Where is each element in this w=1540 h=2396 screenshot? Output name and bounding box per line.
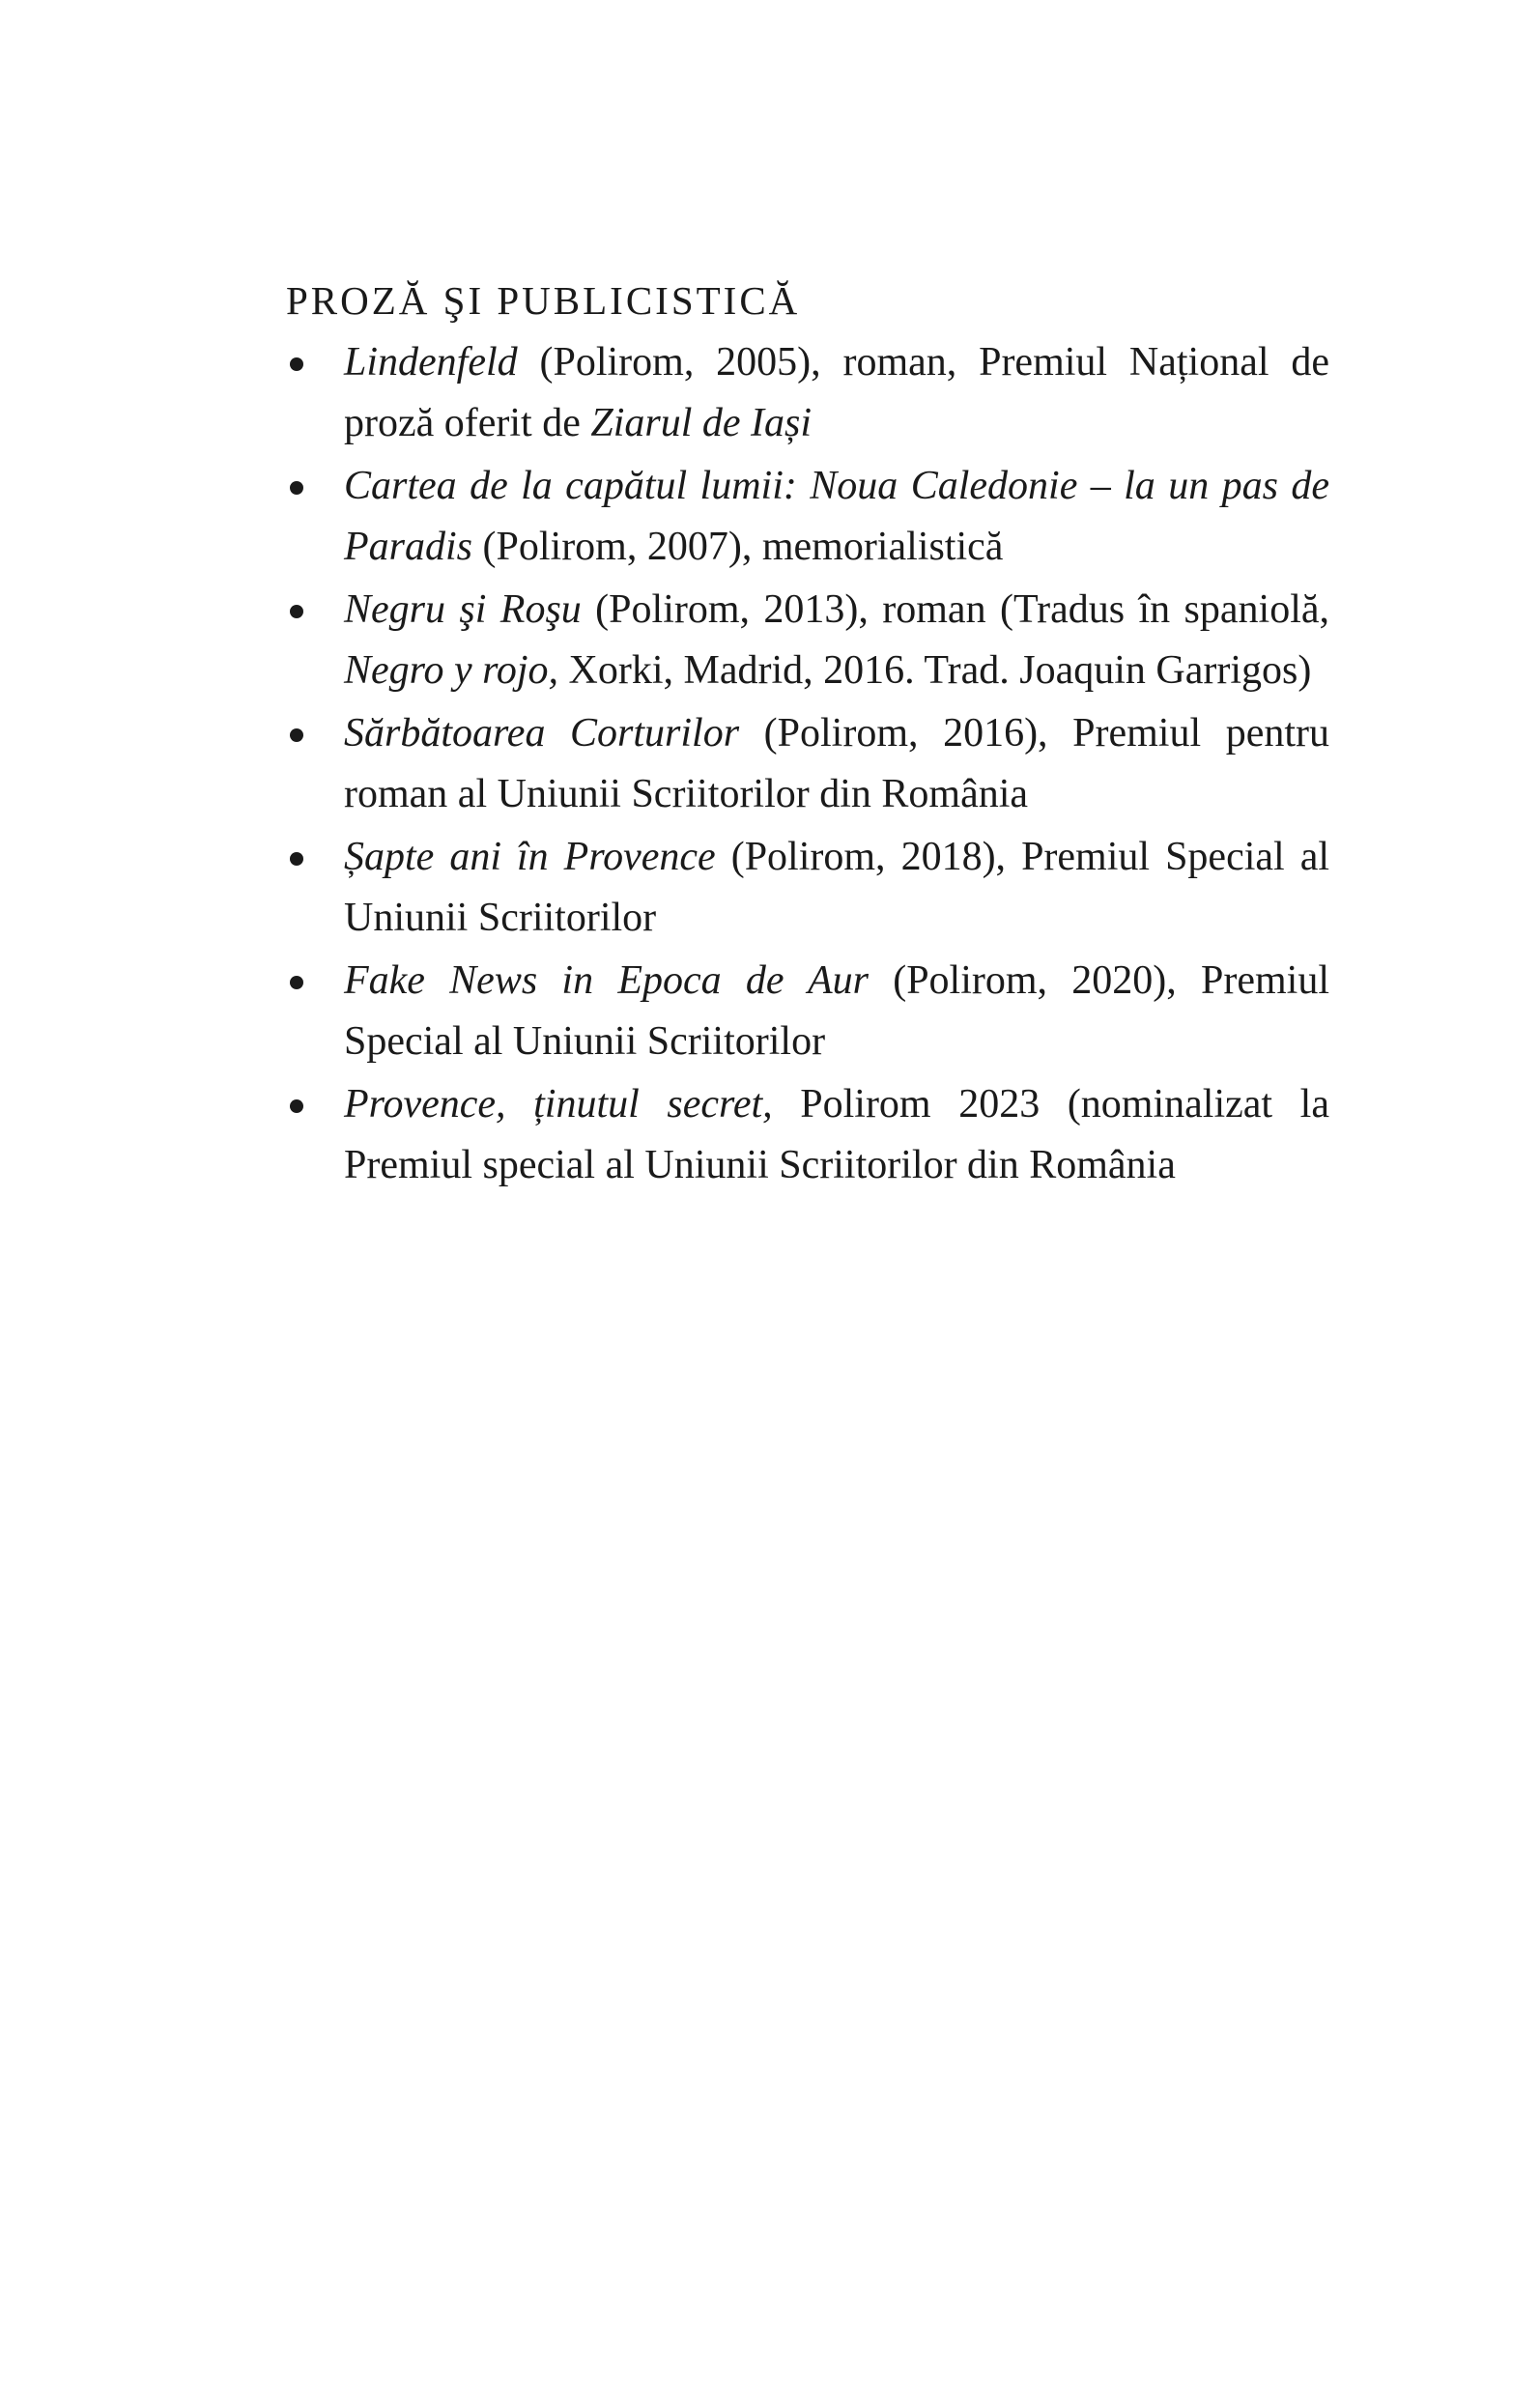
work-reference: Ziarul de Iași bbox=[590, 401, 813, 445]
work-title: Lindenfeld bbox=[344, 340, 518, 385]
work-title: Fake News in Epoca de Aur bbox=[344, 958, 869, 1003]
bullet-icon bbox=[290, 976, 303, 989]
bullet-icon bbox=[290, 1099, 303, 1113]
list-item bbox=[286, 580, 1329, 701]
work-title: Provence, ținutul secret, bbox=[344, 1082, 773, 1127]
work-title: Șapte ani în Provence bbox=[344, 835, 716, 879]
bullet-icon bbox=[290, 481, 303, 495]
bullet-icon bbox=[290, 728, 303, 742]
work-details: Polirom 2023 (nominalizat la Premiul special al Uniunii Scriitorilor din România bbox=[344, 1082, 1329, 1187]
work-details: (Polirom, 2018), Premiul Special al Uniunii Scriitorilor bbox=[344, 835, 1330, 940]
list-item bbox=[286, 951, 1329, 1072]
work-details: (Polirom, 2016), Premiul pentru roman al Uniunii Scriitorilor din România bbox=[344, 711, 1329, 816]
work-details: (Polirom, 2007), memorialistică bbox=[472, 525, 1004, 569]
list-item bbox=[286, 456, 1329, 578]
work-reference: Negro y rojo, bbox=[344, 648, 559, 693]
work-details: (Polirom, 2005), roman, Premiul Național de proză oferit de bbox=[344, 340, 1329, 445]
work-details-extra: Xorki, Madrid, 2016. Trad. Joaquin Garrigos) bbox=[558, 648, 1312, 693]
bullet-icon bbox=[290, 605, 303, 618]
works-list bbox=[286, 332, 1329, 1198]
list-item bbox=[286, 827, 1329, 949]
list-item bbox=[286, 1074, 1329, 1196]
work-details: (Polirom, 2013), roman (Tradus în spaniolă, bbox=[581, 587, 1329, 632]
list-item bbox=[286, 703, 1329, 825]
work-details: (Polirom, 2020), Premiul Special al Uniunii Scriitorilor bbox=[344, 958, 1329, 1064]
bullet-icon bbox=[290, 357, 303, 371]
bullet-icon bbox=[290, 852, 303, 866]
list-item bbox=[286, 332, 1329, 454]
work-title: Negru şi Roşu bbox=[344, 587, 582, 632]
work-title: Sărbătoarea Corturilor bbox=[344, 711, 740, 756]
section-title: PROZĂ ŞI PUBLICISTICĂ bbox=[286, 278, 801, 323]
work-title: Cartea de la capătul lumii: Noua Caledonie – la un pas de Paradis bbox=[344, 464, 1329, 569]
